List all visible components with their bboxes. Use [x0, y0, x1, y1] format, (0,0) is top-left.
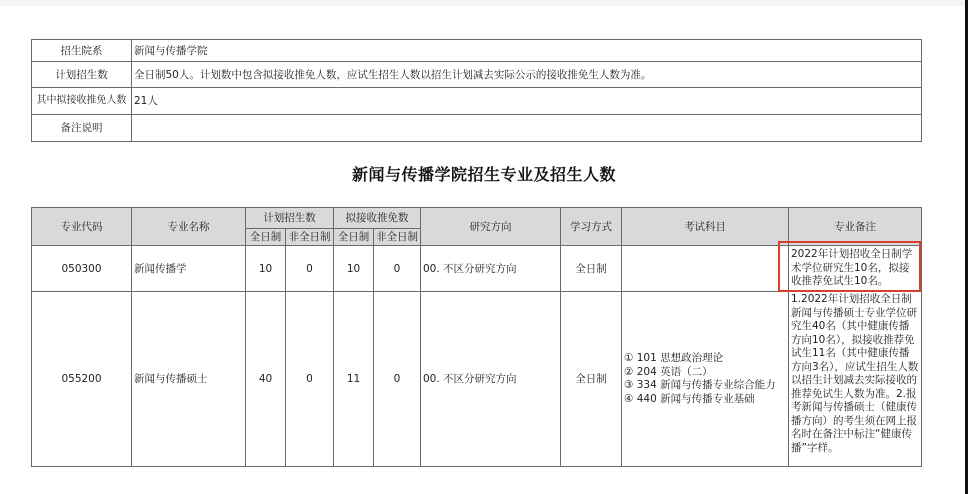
exempt-full-time: 10 — [334, 246, 374, 292]
info-row-plan — [32, 62, 922, 88]
header-study-mode: 学习方式 — [561, 208, 622, 246]
header-exempt-part-time: 非全日制 — [374, 229, 421, 246]
header-remarks: 专业备注 — [789, 208, 922, 246]
exam-subject-item: ③ 334 新闻与传播专业综合能力 — [624, 379, 776, 391]
top-strip — [0, 0, 968, 6]
header-direction: 研究方向 — [421, 208, 561, 246]
major-name: 新闻传播学 — [132, 246, 246, 292]
info-row-department — [32, 40, 922, 62]
info-value: 21人 — [132, 88, 922, 115]
exam-subjects — [622, 246, 789, 292]
header-exempt-full-time: 全日制 — [334, 229, 374, 246]
study-mode: 全日制 — [561, 246, 622, 292]
header-code: 专业代码 — [32, 208, 132, 246]
table-row — [32, 246, 922, 292]
header-exams: 考试科目 — [622, 208, 789, 246]
info-label: 其中拟接收推免人数 — [32, 88, 132, 115]
majors-table — [31, 207, 922, 467]
exam-subjects — [622, 292, 789, 467]
header-plan-group: 计划招生数 — [246, 208, 334, 229]
major-code: 050300 — [32, 246, 132, 292]
plan-full-time: 10 — [246, 246, 286, 292]
info-value: 全日制50人。计划数中包含拟接收推免人数，应试生招生人数以招生计划减去实际公示的接收推免生人数为准。 — [132, 62, 922, 88]
header-row-1 — [32, 208, 922, 229]
exempt-part-time: 0 — [374, 292, 421, 467]
info-value: 新闻与传播学院 — [132, 40, 922, 62]
plan-part-time: 0 — [286, 246, 334, 292]
plan-full-time: 40 — [246, 292, 286, 467]
major-name: 新闻与传播硕士 — [132, 292, 246, 467]
info-label: 招生院系 — [32, 40, 132, 62]
plan-part-time: 0 — [286, 292, 334, 467]
header-plan-part-time: 非全日制 — [286, 229, 334, 246]
major-remarks: 1.2022年计划招收全日制新闻与传播硕士专业学位研究生40名（其中健康传播方向10名），拟接收推荐免试生11名（其中健康传播方向3名），应试生招生人数以招生计划减去实际接收的推荐免试生人数为准。2.报考新闻与传播硕士（健康传播方向）的考生须在网上报名时在备注中标注“健康传播”字样。 — [789, 292, 922, 467]
header-exempt-group: 拟接收推免数 — [334, 208, 421, 229]
exempt-part-time: 0 — [374, 246, 421, 292]
study-mode: 全日制 — [561, 292, 622, 467]
info-value — [132, 115, 922, 142]
info-label: 计划招生数 — [32, 62, 132, 88]
major-code: 055200 — [32, 292, 132, 467]
info-label: 备注说明 — [32, 115, 132, 142]
exempt-full-time: 11 — [334, 292, 374, 467]
section-title: 新闻与传播学院招生专业及招生人数 — [351, 165, 616, 184]
exam-subject-item: ② 204 英语（二） — [624, 365, 713, 378]
header-name: 专业名称 — [132, 208, 246, 246]
info-row-exempt — [32, 88, 922, 115]
department-info-table — [31, 39, 922, 142]
exam-subject-item: ④ 440 新闻与传播专业基础 — [624, 392, 755, 405]
research-direction: 00. 不区分研究方向 — [421, 292, 561, 467]
header-plan-full-time: 全日制 — [246, 229, 286, 246]
table-row — [32, 292, 922, 467]
info-row-notes — [32, 115, 922, 142]
major-remarks: 2022年计划招收全日制学术学位研究生10名，拟接收推荐免试生10名。 — [789, 246, 922, 292]
exam-subject-item: ① 101 思想政治理论 — [624, 352, 724, 364]
research-direction: 00. 不区分研究方向 — [421, 246, 561, 292]
